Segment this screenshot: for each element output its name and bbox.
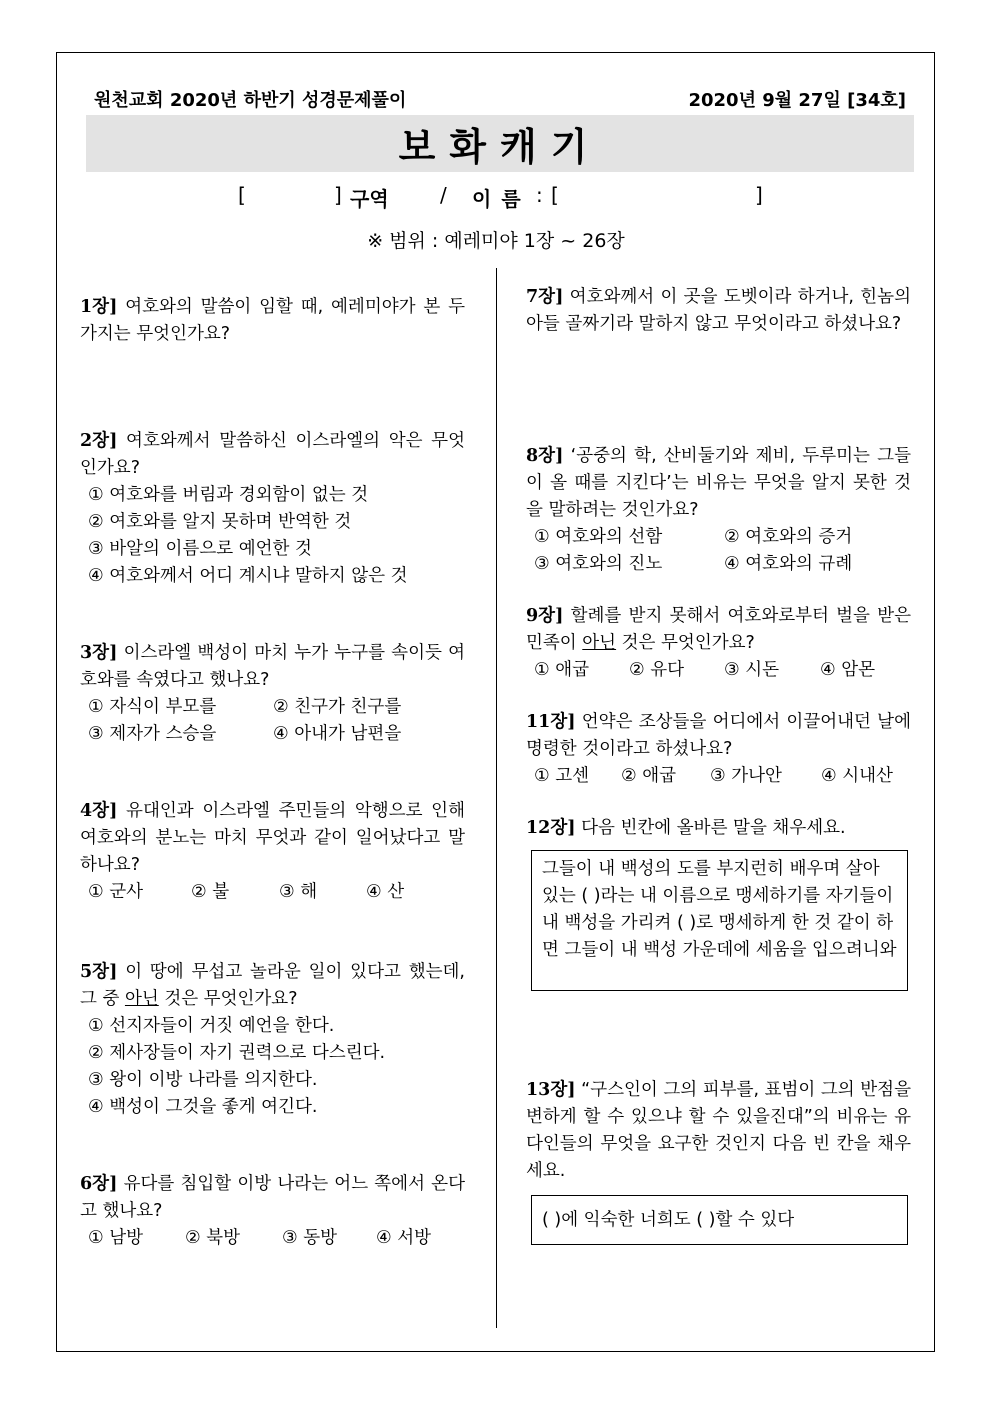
question-number: 2장] <box>80 431 118 451</box>
question-2 <box>80 428 465 590</box>
option-1: ① 고센 <box>534 766 590 786</box>
name-bracket-open: [ <box>551 183 559 207</box>
options-list <box>88 1225 465 1252</box>
fill-in-passage: ( )에 익숙한 너희도 ( )할 수 있다 <box>542 1209 795 1230</box>
options-list <box>88 1013 465 1121</box>
option-4: ④ 백성이 그것을 좋게 여긴다. <box>88 1097 318 1117</box>
question-text: “구스인이 그의 피부를, 표범이 그의 반점을 변하게 할 수 있으냐 할 수 있을진대”의 비유는 유다인들의 무엇을 요구한 것인지 다음 빈 칸을 채우세요. <box>526 1080 911 1181</box>
options-list <box>88 694 465 748</box>
question-number: 7장] <box>526 287 564 307</box>
question-7 <box>526 284 911 338</box>
question-text: 여호와께서 말씀하신 이스라엘의 악은 무엇인가요? <box>80 431 465 478</box>
question-text-a: 이 땅에 무섭고 놀라운 일이 있다고 했는데, 그 중 <box>80 962 465 1009</box>
fill-in-passage: 그들이 내 백성의 도를 부지런히 배우며 살아 있는 ( )라는 내 이름으로 맹세하기를 자기들이 내 백성을 가리켜 ( )로 맹세하게 한 것 같이 하면 그들이 내 백성 가운데에 세움을 입으려니와 <box>542 859 897 960</box>
option-1: ① 자식이 부모를 <box>88 697 217 717</box>
option-1: ① 애굽 <box>534 660 590 680</box>
options-list <box>534 524 911 578</box>
option-2: ② 여호와의 증거 <box>724 527 853 547</box>
option-2: ② 애굽 <box>621 766 677 786</box>
options-list <box>534 657 911 684</box>
option-3: ③ 가나안 <box>710 766 782 786</box>
option-1: ① 남방 <box>88 1228 144 1248</box>
question-text: 유대인과 이스라엘 주민들의 악행으로 인해 여호와의 분노는 마치 무엇과 같이 일어났다고 말하나요? <box>80 801 465 875</box>
option-3: ③ 해 <box>279 882 318 902</box>
question-12 <box>526 815 911 842</box>
name-label: 이름 <box>472 187 531 211</box>
option-2: ② 북방 <box>185 1228 241 1248</box>
option-2: ② 친구가 친구를 <box>273 697 402 717</box>
option-1: ① 선지자들이 거짓 예언을 한다. <box>88 1016 335 1036</box>
option-4: ④ 여호와께서 어디 계시냐 말하지 않은 것 <box>88 566 408 586</box>
option-3: ③ 시돈 <box>724 660 780 680</box>
question-text-b: 것은 무엇인가요? <box>616 633 755 653</box>
option-4: ④ 서방 <box>376 1228 432 1248</box>
district-bracket-close: ] <box>334 183 342 207</box>
option-1: ① 여호와를 버림과 경외함이 없는 것 <box>88 485 369 505</box>
option-4: ④ 시내산 <box>821 766 893 786</box>
question-text-underline: 아닌 <box>124 989 159 1009</box>
question-8 <box>526 443 911 578</box>
question-3 <box>80 640 465 748</box>
question-number: 12장] <box>526 818 576 838</box>
question-11 <box>526 709 911 790</box>
question-text-a: 할례를 받지 못해서 여호와로부터 벌을 받은 민족이 <box>526 606 911 653</box>
question-1 <box>80 294 465 348</box>
option-2: ② 여호와를 알지 못하며 반역한 것 <box>88 512 352 532</box>
option-4: ④ 여호와의 규례 <box>724 554 853 574</box>
option-4: ④ 아내가 남편을 <box>273 724 402 744</box>
question-text: ‘공중의 학, 산비둘기와 제비, 두루미는 그들이 올 때를 지킨다’는 비유는 무엇을 알지 못한 것을 말하려는 것인가요? <box>526 446 911 520</box>
question-9 <box>526 603 911 684</box>
option-3: ③ 왕이 이방 나라를 의지한다. <box>88 1070 318 1090</box>
question-13 <box>526 1077 911 1185</box>
question-number: 3장] <box>80 643 118 663</box>
question-text: 유다를 침입할 이방 나라는 어느 쪽에서 온다고 했나요? <box>80 1174 465 1221</box>
question-6 <box>80 1171 465 1252</box>
question-number: 11장] <box>526 712 576 732</box>
option-4: ④ 암몬 <box>820 660 876 680</box>
question-13-fill-box <box>531 1195 908 1245</box>
question-number: 13장] <box>526 1080 576 1100</box>
name-colon: : <box>536 183 543 207</box>
question-text-underline: 아닌 <box>582 633 617 653</box>
district-bracket-open: [ <box>238 183 246 207</box>
separator-slash: / <box>440 183 447 207</box>
question-text: 여호와의 말씀이 임할 때, 예레미야가 본 두 가지는 무엇인가요? <box>80 297 465 344</box>
option-4: ④ 산 <box>366 882 405 902</box>
question-text: 여호와께서 이 곳을 도벳이라 하거나, 힌놈의 아들 골짜기라 말하지 않고 무엇이라고 하셨나요? <box>526 287 911 334</box>
question-number: 1장] <box>80 297 118 317</box>
question-text: 언약은 조상들을 어디에서 이끌어내던 날에 명령한 것이라고 하셨나요? <box>526 712 911 759</box>
district-label: 구역 <box>350 187 389 211</box>
question-text: 다음 빈칸에 올바른 말을 채우세요. <box>581 818 846 838</box>
question-text: 이스라엘 백성이 마치 누가 누구를 속이듯 여호와를 속였다고 했나요? <box>80 643 465 690</box>
header-date-issue: 2020년 9월 27일 [34호] <box>688 90 906 111</box>
question-number: 9장] <box>526 606 564 626</box>
options-list <box>88 482 465 590</box>
option-3: ③ 여호와의 진노 <box>534 554 663 574</box>
option-2: ② 유다 <box>629 660 685 680</box>
name-bracket-close: ] <box>755 183 763 207</box>
question-text-b: 것은 무엇인가요? <box>158 989 298 1009</box>
option-3: ③ 동방 <box>282 1228 338 1248</box>
column-divider <box>496 268 497 1328</box>
question-number: 5장] <box>80 962 118 982</box>
question-number: 4장] <box>80 801 118 821</box>
option-3: ③ 제자가 스승을 <box>88 724 217 744</box>
options-list <box>88 879 465 906</box>
question-12-fill-box <box>531 850 908 991</box>
option-2: ② 불 <box>191 882 230 902</box>
question-number: 6장] <box>80 1174 118 1194</box>
option-1: ① 군사 <box>88 882 144 902</box>
title-band <box>86 115 914 172</box>
question-4 <box>80 798 465 906</box>
page-title: 보화캐기 <box>398 125 602 169</box>
option-3: ③ 바알의 이름으로 예언한 것 <box>88 539 312 559</box>
question-5 <box>80 959 465 1121</box>
option-2: ② 제사장들이 자기 권력으로 다스린다. <box>88 1043 386 1063</box>
question-number: 8장] <box>526 446 564 466</box>
range-note: ※ 범위 : 예레미야 1장 ~ 26장 <box>367 230 625 252</box>
header-church-title: 원천교회 2020년 하반기 성경문제풀이 <box>94 90 407 111</box>
option-1: ① 여호와의 선함 <box>534 527 663 547</box>
options-list <box>534 763 911 790</box>
